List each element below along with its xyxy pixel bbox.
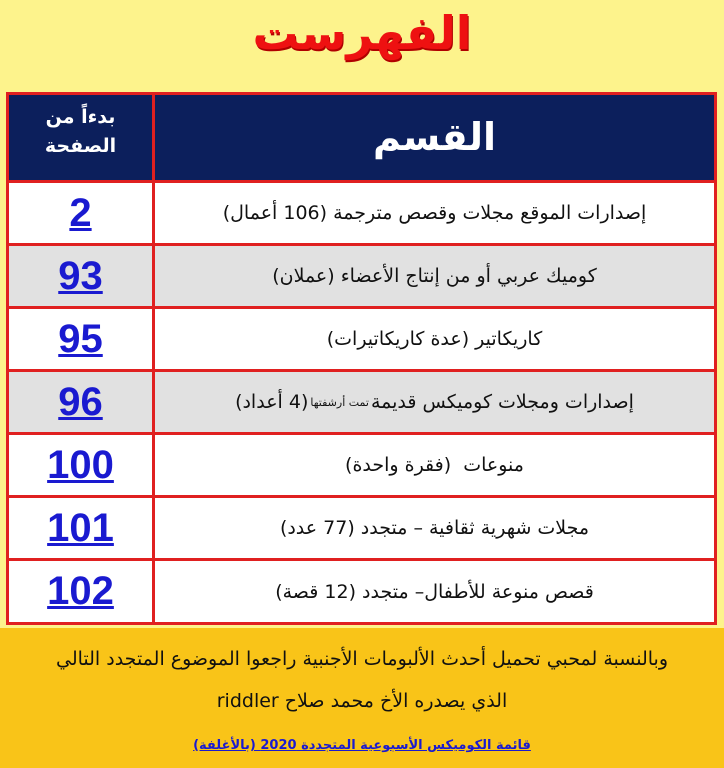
page-number-link[interactable]: 100 [47,442,114,487]
page-number-link[interactable]: 93 [58,253,103,298]
table-row [9,309,714,372]
page-number-link[interactable]: 102 [47,569,114,613]
section-label: منوعات (فقرة واحدة) [345,454,524,476]
note-line-2: الذي يصدره الأخ محمد صلاح riddler [216,690,508,712]
table-row [9,498,714,561]
table-row [9,183,714,246]
page-number-link[interactable]: 95 [58,316,103,361]
table-row [9,372,714,435]
header-section: القسم [372,115,497,159]
section-label: مجلات شهرية ثقافية – متجدد (77 عدد) [279,517,590,539]
section-label-count: (4 أعداد) [235,391,309,413]
table-row [9,561,714,622]
weekly-comics-list-link[interactable]: قائمة الكوميكس الأسبوعية المتجددة 2020 (بالأغلفة) [193,738,531,753]
section-label-main: إصدارات ومجلات كوميكس قديمة [370,391,634,413]
table-row [9,246,714,309]
section-label: كوميك عربي أو من إنتاج الأعضاء (عملان) [272,265,597,287]
section-label [155,372,714,432]
section-label: قصص منوعة للأطفال– متجدد (12 قصة) [275,580,594,603]
table-header [9,95,714,183]
page-number-link[interactable]: 2 [69,190,92,235]
table-row [9,435,714,498]
header-start-page: بدءاً من الصفحة [44,106,117,157]
section-label: كاريكاتير (عدة كاريكاتيرات) [326,328,543,350]
section-label-superscript: تمت أرشفتها [310,395,369,409]
note-line-1: وبالنسبة لمحبي تحميل أحدث الألبومات الأجنبية راجعوا الموضوع المتجدد التالي [55,648,669,670]
page-number-link[interactable]: 101 [47,505,114,550]
page-title: الفهرست [252,6,472,60]
index-table [6,92,717,625]
page-number-link[interactable]: 96 [58,379,103,424]
section-label: إصدارات الموقع مجلات وقصص مترجمة (106 أعمال) [222,202,647,224]
